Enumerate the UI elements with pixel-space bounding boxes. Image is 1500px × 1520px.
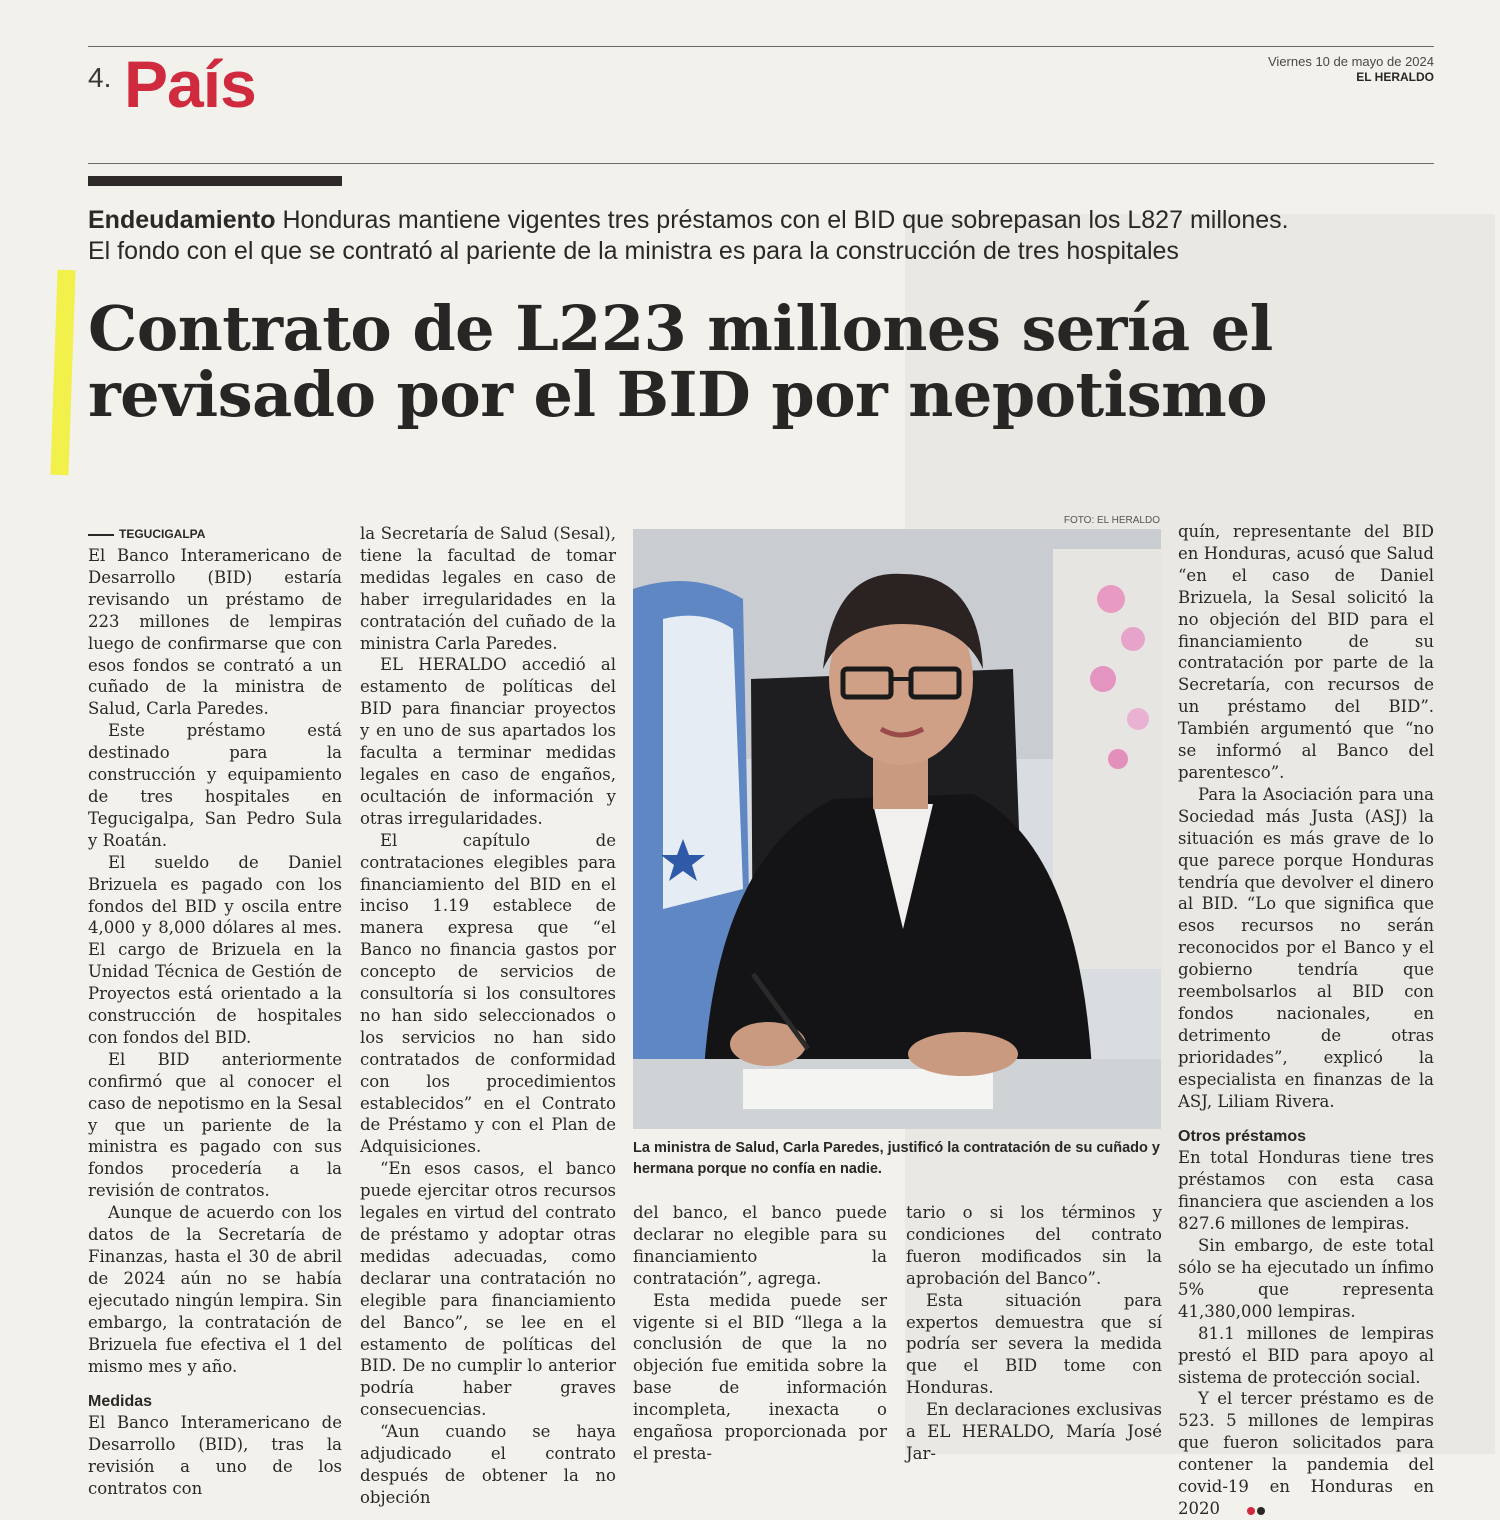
- column-3: [633, 1202, 887, 1465]
- subheading-medidas: Medidas: [88, 1393, 153, 1411]
- newspaper-name: EL HERALDO: [1356, 70, 1434, 84]
- dateline: TEGUCIGALPA: [88, 525, 342, 545]
- paragraph: Aunque de acuerdo con los datos de la Secretaría de Finanzas, hasta el 30 de abril de 2024 aún no se había ejecutado ningún lempira. Sin embargo, la contratación de Brizuela fue efectiva el 1 del mismo mes y año.: [88, 1203, 342, 1376]
- end-mark-icon: [1225, 1499, 1265, 1520]
- subheading-otros-prestamos: Otros préstamos: [1178, 1128, 1307, 1146]
- kicker-text-1: Honduras mantiene vigentes tres préstamos con el BID que sobrepasan los L827 millones.: [282, 206, 1289, 234]
- issue-date: Viernes 10 de mayo de 2024: [1268, 54, 1434, 69]
- kicker-text-2: El fondo con el que se contrató al pariente de la ministra es para la construcción de tres hospitales: [88, 237, 1179, 265]
- paragraph: En declaraciones exclusivas a EL HERALDO, María José Jar-: [906, 1400, 1162, 1463]
- paragraph: tario o si los términos y condiciones del contrato fueron modificados sin la aprobación del Banco”.: [906, 1203, 1162, 1288]
- paragraph: El Banco Interamericano de Desarrollo (BID), tras la revisión a uno de los contratos con: [88, 1413, 342, 1499]
- paragraph: El sueldo de Daniel Brizuela es pagado con los fondos del BID y oscila entre 4,000 y 8,000 dólares al mes. El cargo de Brizuela en la Unidad Técnica de Gestión de Proyectos está orientado a la construcción de hospitales con fondos del BID.: [88, 852, 342, 1047]
- paragraph: “Aun cuando se haya adjudicado el contrato después de obtener la no objeción: [360, 1422, 616, 1507]
- top-rule: [88, 46, 1434, 47]
- article-bar: [88, 176, 342, 186]
- paragraph: Para la Asociación para una Sociedad más Justa (ASJ) la situación es más grave de lo que parece porque Honduras tendría que devolver el dinero al BID. “Lo que significa que esos recursos no serán reconocidos por el Banco y el gobierno tendría que reembolsarlos al BID con fondos nacionales, en detrimento de otras prioridades”, explicó la especialista en finanzas de la ASJ, Liliam Rivera.: [1178, 784, 1434, 1111]
- headline-line-2: revisado por el BID por nepotismo: [88, 358, 1268, 431]
- section-title: País: [124, 47, 256, 121]
- paragraph: 81.1 millones de lempiras prestó el BID para apoyo al sistema de protección social.: [1178, 1323, 1434, 1387]
- highlighter-mark: [50, 270, 75, 476]
- paragraph: En total Honduras tiene tres préstamos con esta casa financiera que ascienden a los 827.6 millones de lempiras.: [1178, 1148, 1434, 1234]
- kicker: [88, 205, 1434, 267]
- paragraph: [1178, 1388, 1434, 1520]
- paragraph: Este préstamo está destinado para la construcción y equipamiento de tres hospitales en Tegucigalpa, San Pedro Sula y Roatán.: [88, 721, 342, 850]
- paragraph: del banco, el banco puede declarar no elegible para su financiamiento la contratación”, agrega.: [633, 1203, 887, 1288]
- end-dot-red: [1247, 1507, 1255, 1515]
- paragraph: “En esos casos, el banco puede ejercitar otros recursos legales en virtud del contrato de préstamo y adoptar otras medidas adecuadas, como declarar una contratación no elegible para financiamiento del Banco”, se lee en el estamento de políticas del BID. De no cumplir lo anterior podría haber graves consecuencias.: [360, 1159, 616, 1420]
- paragraph: El capítulo de contrataciones elegibles para financiamiento del BID en el inciso 1.19 establece de manera expresa que “el Banco no financia gastos por concepto de servicios de consultoría si los consultores no han sido seleccionados o los servicios no han sido contratados de conformidad con los procedimientos establecidos” en el Contrato de Préstamo y con el Plan de Adquisiciones.: [360, 830, 616, 1157]
- paragraph: Esta situación para expertos demuestra que sí podría ser severa la medida que el BID tome con Honduras.: [906, 1290, 1162, 1398]
- page-number: 4.: [88, 62, 112, 93]
- paragraph: Sin embargo, de este total sólo se ha ejecutado un ínfimo 5% que representa 41,380,000 lempiras.: [1178, 1236, 1434, 1321]
- photo-caption: La ministra de Salud, Carla Paredes, justificó la contratación de su cuñado y hermana porque no confía en nadie.: [633, 1140, 1160, 1177]
- kicker-label: Endeudamiento: [88, 206, 276, 234]
- paragraph: la Secretaría de Salud (Sesal), tiene la facultad de tomar medidas legales en caso de haber irregularidades en la contratación del cuñado de la ministra Carla Paredes.: [360, 524, 616, 653]
- end-dot-dark: [1257, 1507, 1265, 1515]
- closing-text: Y el tercer préstamo es de 523. 5 millones de lempiras que fueron solicitados para contener la pandemia del covid-19 en Honduras en 2020: [1178, 1389, 1434, 1518]
- paragraph: EL HERALDO accedió al estamento de políticas del BID para financiar proyectos y en uno de sus apartados los faculta a terminar medidas legales en caso de engaños, ocultación de información y otras irregularidades.: [360, 655, 616, 828]
- paragraph: quín, representante del BID en Honduras, acusó que Salud “en el caso de Daniel Brizuela, la Sesal solicitó la no objeción del BID para el financiamiento de su contratación por parte de la Secretaría, con recursos de un préstamo del BID”. También argumentó que “no se informó al Banco del parentesco”.: [1178, 522, 1434, 782]
- column-1: [88, 525, 342, 1500]
- headline-line-1: Contrato de L223 millones sería el: [88, 292, 1273, 365]
- paragraph: Esta medida puede ser vigente si el BID “llega a la conclusión de que la no objeción fue emitida sobre la base de información incompleta, inexacta o engañosa proporcionada por el presta-: [633, 1290, 887, 1463]
- paragraph: El BID anteriormente confirmó que al conocer el caso de nepotismo en la Sesal y que un pariente de la ministra es pagado con sus fondos procedería a la revisión de contratos.: [88, 1049, 342, 1201]
- paragraph: El Banco Interamericano de Desarrollo (BID) estaría revisando un préstamo de 223 millones de lempiras luego de confirmarse que con esos fondos se contrató a un cuñado de la ministra de Salud, Carla Paredes.: [88, 546, 342, 719]
- minister-photo: [633, 529, 1161, 1129]
- column-2: [360, 523, 616, 1509]
- header-rule: [88, 163, 1434, 164]
- column-4: [906, 1202, 1162, 1465]
- column-5: [1178, 521, 1434, 1520]
- headline: [88, 292, 1448, 431]
- photo-credit: FOTO: EL HERALDO: [1063, 515, 1160, 526]
